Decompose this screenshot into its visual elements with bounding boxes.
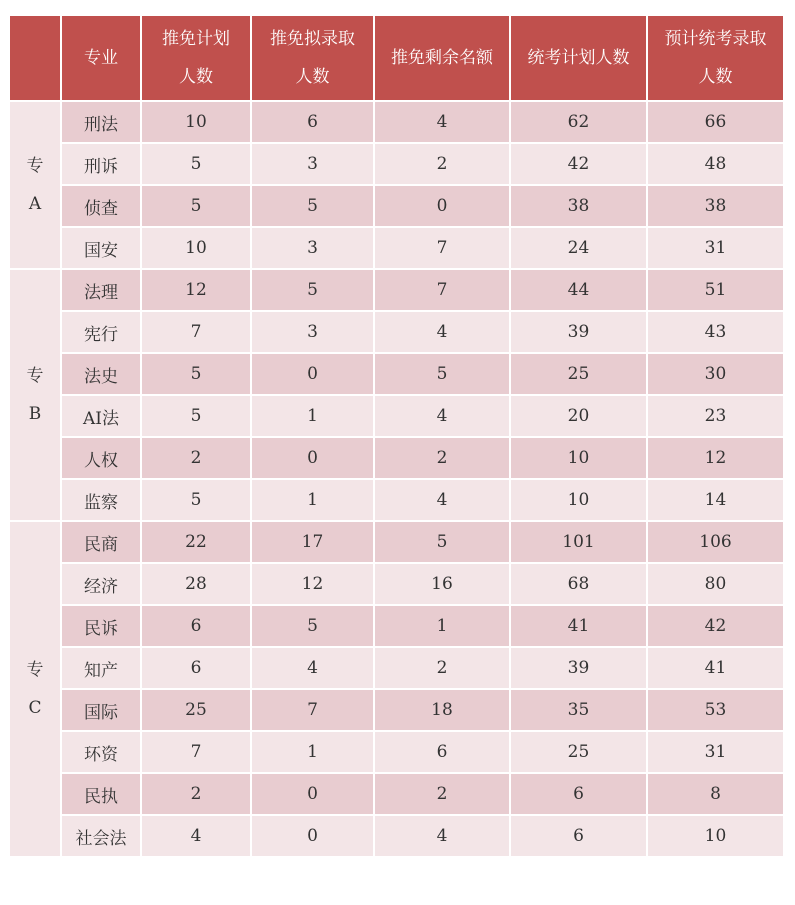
- group-label-bottom: B: [28, 404, 42, 424]
- cell-remaining: 4: [374, 815, 510, 857]
- cell-major: 民商: [61, 521, 141, 563]
- cell-admitted: 0: [251, 353, 374, 395]
- table-row: [9, 521, 784, 563]
- cell-planned: 10: [141, 227, 251, 269]
- group-label-top: 专: [26, 660, 44, 680]
- group-label-top: 专: [26, 156, 44, 176]
- cell-planned: 4: [141, 815, 251, 857]
- table-row: [9, 227, 784, 269]
- cell-exam-plan: 101: [510, 521, 647, 563]
- cell-remaining: 7: [374, 269, 510, 311]
- group-label-bottom: C: [28, 698, 42, 718]
- table-row: [9, 269, 784, 311]
- cell-planned: 5: [141, 143, 251, 185]
- header-planned-line1: 推免计划: [162, 29, 230, 49]
- table-body: [9, 101, 784, 857]
- cell-major: 知产: [61, 647, 141, 689]
- cell-exam-plan: 39: [510, 311, 647, 353]
- cell-remaining: 16: [374, 563, 510, 605]
- cell-major: 民诉: [61, 605, 141, 647]
- cell-admitted: 5: [251, 605, 374, 647]
- cell-exam-plan: 39: [510, 647, 647, 689]
- cell-exam-plan: 10: [510, 437, 647, 479]
- cell-major: AI法: [61, 395, 141, 437]
- table-row: [9, 185, 784, 227]
- cell-remaining: 2: [374, 143, 510, 185]
- cell-major: 国际: [61, 689, 141, 731]
- cell-exam-plan: 25: [510, 353, 647, 395]
- cell-admitted: 0: [251, 437, 374, 479]
- cell-planned: 28: [141, 563, 251, 605]
- cell-exam-plan: 6: [510, 815, 647, 857]
- admission-table: [8, 14, 785, 858]
- cell-admitted: 5: [251, 185, 374, 227]
- cell-expected: 10: [647, 815, 784, 857]
- cell-admitted: 5: [251, 269, 374, 311]
- cell-remaining: 0: [374, 185, 510, 227]
- cell-admitted: 6: [251, 101, 374, 143]
- cell-remaining: 4: [374, 311, 510, 353]
- cell-expected: 8: [647, 773, 784, 815]
- header-planned-line2: 人数: [179, 67, 213, 87]
- cell-exam-plan: 41: [510, 605, 647, 647]
- cell-planned: 7: [141, 731, 251, 773]
- table-row: [9, 311, 784, 353]
- group-label-top: 专: [26, 366, 44, 386]
- cell-major: 民执: [61, 773, 141, 815]
- table-row: [9, 143, 784, 185]
- cell-planned: 2: [141, 773, 251, 815]
- cell-exam-plan: 20: [510, 395, 647, 437]
- cell-expected: 51: [647, 269, 784, 311]
- cell-planned: 12: [141, 269, 251, 311]
- cell-planned: 10: [141, 101, 251, 143]
- cell-planned: 5: [141, 395, 251, 437]
- cell-expected: 31: [647, 731, 784, 773]
- group-label-c: [9, 521, 61, 857]
- cell-admitted: 0: [251, 815, 374, 857]
- cell-major: 经济: [61, 563, 141, 605]
- cell-admitted: 0: [251, 773, 374, 815]
- header-admitted-line1: 推免拟录取: [270, 29, 355, 49]
- cell-exam-plan: 6: [510, 773, 647, 815]
- header-expected-line1: 预计统考录取: [664, 29, 767, 49]
- header-row: [9, 15, 784, 101]
- table-row: [9, 101, 784, 143]
- cell-planned: 6: [141, 605, 251, 647]
- cell-exam-plan: 25: [510, 731, 647, 773]
- cell-exam-plan: 35: [510, 689, 647, 731]
- cell-expected: 30: [647, 353, 784, 395]
- cell-major: 社会法: [61, 815, 141, 857]
- cell-admitted: 3: [251, 143, 374, 185]
- header-exam-plan: 统考计划人数: [510, 15, 647, 101]
- header-remaining: 推免剩余名额: [374, 15, 510, 101]
- cell-admitted: 1: [251, 395, 374, 437]
- cell-expected: 23: [647, 395, 784, 437]
- cell-admitted: 3: [251, 227, 374, 269]
- cell-admitted: 1: [251, 479, 374, 521]
- cell-admitted: 4: [251, 647, 374, 689]
- header-planned: [141, 15, 251, 101]
- cell-admitted: 1: [251, 731, 374, 773]
- table-row: [9, 605, 784, 647]
- cell-exam-plan: 44: [510, 269, 647, 311]
- group-label-b: [9, 269, 61, 521]
- cell-remaining: 2: [374, 773, 510, 815]
- cell-expected: 41: [647, 647, 784, 689]
- header-major: 专业: [61, 15, 141, 101]
- cell-major: 人权: [61, 437, 141, 479]
- table-row: [9, 437, 784, 479]
- cell-admitted: 3: [251, 311, 374, 353]
- cell-expected: 53: [647, 689, 784, 731]
- cell-admitted: 7: [251, 689, 374, 731]
- cell-exam-plan: 10: [510, 479, 647, 521]
- cell-remaining: 4: [374, 479, 510, 521]
- header-expected-line2: 人数: [698, 67, 733, 87]
- header-admitted: [251, 15, 374, 101]
- group-label-a: [9, 101, 61, 269]
- cell-major: 国安: [61, 227, 141, 269]
- cell-planned: 7: [141, 311, 251, 353]
- cell-planned: 6: [141, 647, 251, 689]
- header-group: [9, 15, 61, 101]
- cell-remaining: 2: [374, 437, 510, 479]
- table-row: [9, 479, 784, 521]
- cell-major: 监察: [61, 479, 141, 521]
- cell-planned: 5: [141, 479, 251, 521]
- cell-remaining: 2: [374, 647, 510, 689]
- cell-major: 法理: [61, 269, 141, 311]
- cell-remaining: 7: [374, 227, 510, 269]
- header-expected: [647, 15, 784, 101]
- cell-planned: 25: [141, 689, 251, 731]
- table-row: [9, 647, 784, 689]
- admission-table-container: [8, 14, 785, 858]
- cell-expected: 43: [647, 311, 784, 353]
- cell-major: 宪行: [61, 311, 141, 353]
- table-row: [9, 395, 784, 437]
- cell-major: 侦查: [61, 185, 141, 227]
- cell-expected: 106: [647, 521, 784, 563]
- cell-exam-plan: 24: [510, 227, 647, 269]
- cell-admitted: 12: [251, 563, 374, 605]
- cell-remaining: 6: [374, 731, 510, 773]
- cell-admitted: 17: [251, 521, 374, 563]
- cell-planned: 5: [141, 185, 251, 227]
- cell-expected: 14: [647, 479, 784, 521]
- cell-planned: 22: [141, 521, 251, 563]
- cell-remaining: 4: [374, 101, 510, 143]
- cell-remaining: 5: [374, 521, 510, 563]
- cell-major: 刑诉: [61, 143, 141, 185]
- cell-expected: 12: [647, 437, 784, 479]
- group-label-bottom: A: [28, 194, 42, 214]
- cell-remaining: 4: [374, 395, 510, 437]
- cell-exam-plan: 68: [510, 563, 647, 605]
- cell-expected: 66: [647, 101, 784, 143]
- cell-planned: 5: [141, 353, 251, 395]
- cell-exam-plan: 42: [510, 143, 647, 185]
- header-admitted-line2: 人数: [295, 67, 330, 87]
- cell-remaining: 1: [374, 605, 510, 647]
- cell-expected: 31: [647, 227, 784, 269]
- table-row: [9, 353, 784, 395]
- cell-exam-plan: 38: [510, 185, 647, 227]
- table-row: [9, 731, 784, 773]
- cell-major: 法史: [61, 353, 141, 395]
- cell-expected: 80: [647, 563, 784, 605]
- cell-planned: 2: [141, 437, 251, 479]
- cell-remaining: 5: [374, 353, 510, 395]
- cell-remaining: 18: [374, 689, 510, 731]
- cell-exam-plan: 62: [510, 101, 647, 143]
- table-row: [9, 689, 784, 731]
- table-row: [9, 815, 784, 857]
- cell-major: 刑法: [61, 101, 141, 143]
- cell-expected: 42: [647, 605, 784, 647]
- table-row: [9, 563, 784, 605]
- table-row: [9, 773, 784, 815]
- cell-expected: 38: [647, 185, 784, 227]
- cell-expected: 48: [647, 143, 784, 185]
- cell-major: 环资: [61, 731, 141, 773]
